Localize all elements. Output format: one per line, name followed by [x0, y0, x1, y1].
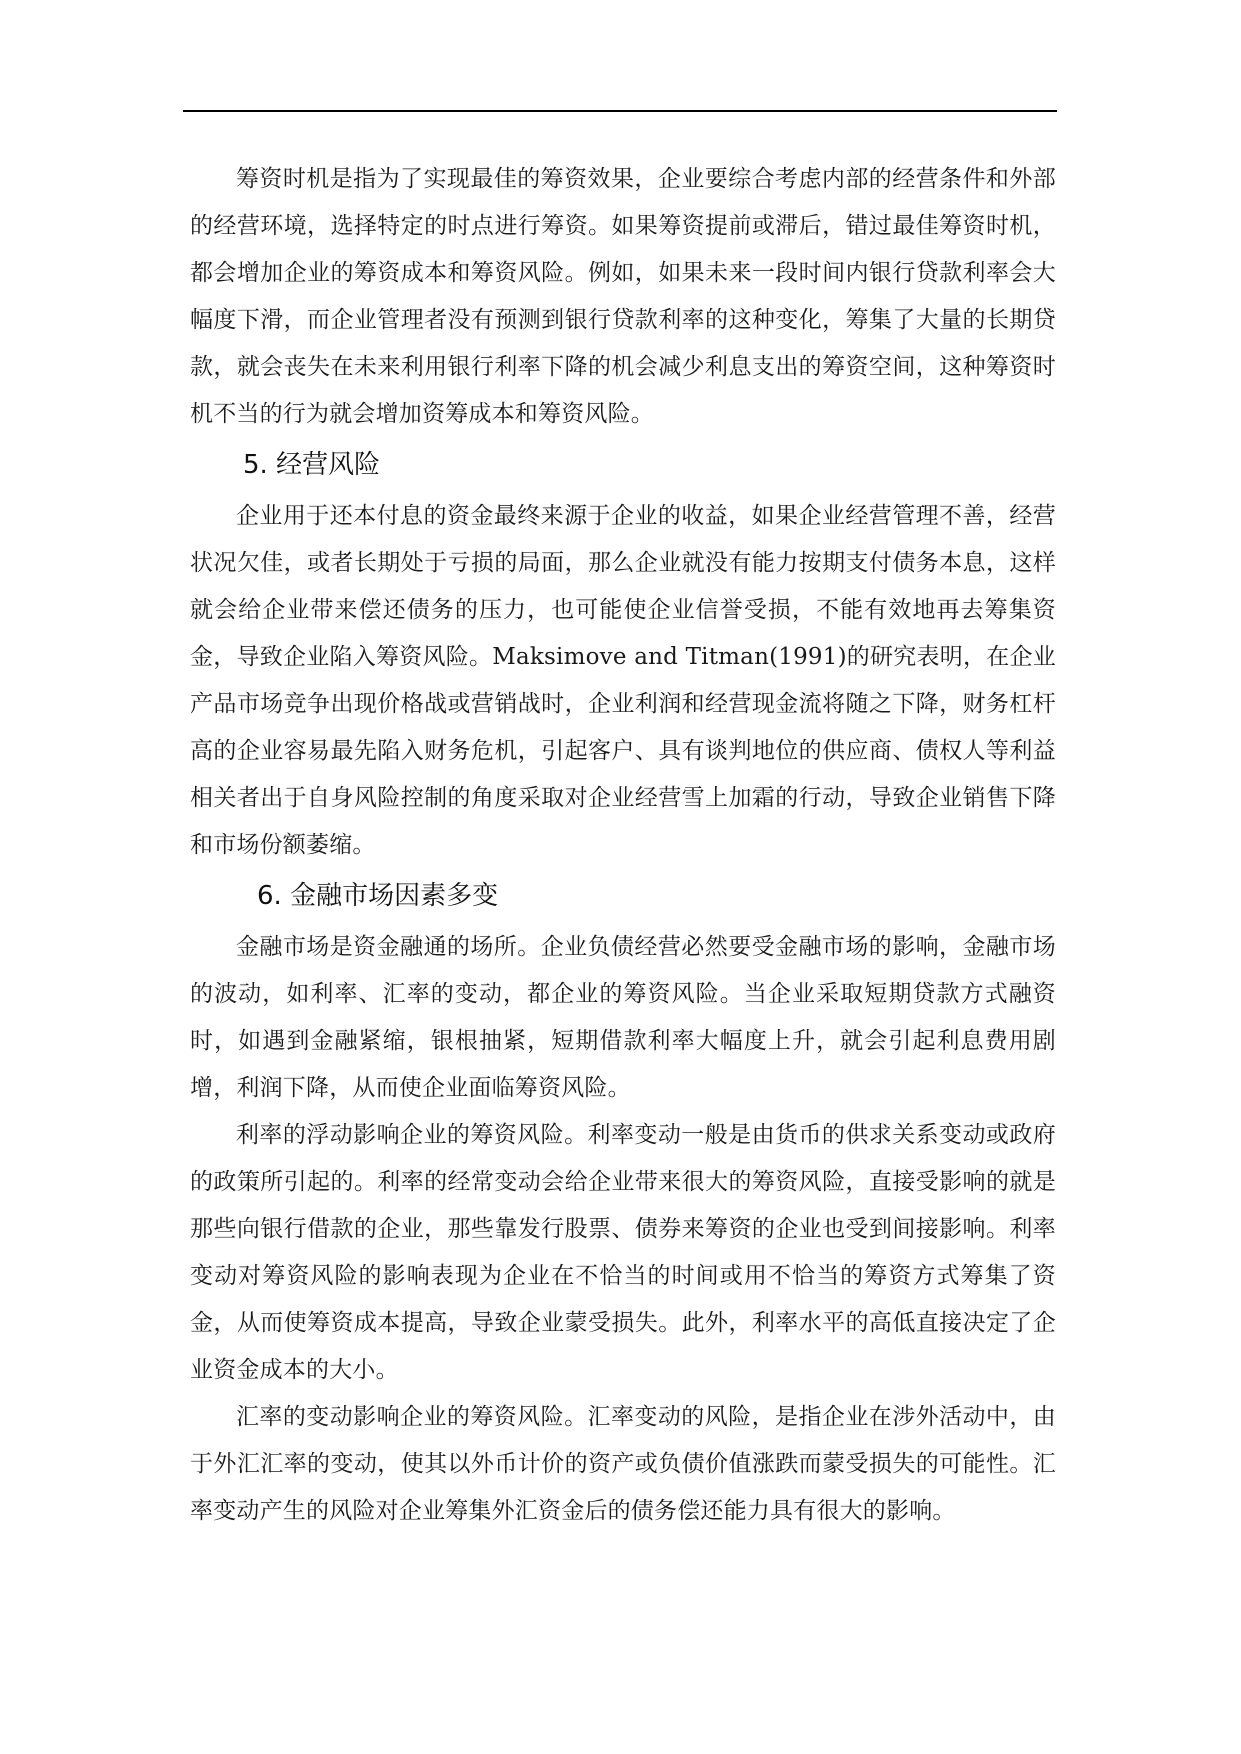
paragraph-financing-timing: 筹资时机是指为了实现最佳的筹资效果，企业要综合考虑内部的经营条件和外部的经营环境，选择特定的时点进行筹资。如果筹资提前或滞后，错过最佳筹资时机，都会增加企业的筹资成本和筹资风险。例如，如果未来一段时间内银行贷款利率会大幅度下滑，而企业管理者没有预测到银行贷款利率的这种变化，筹集了大量的长期贷款，就会丧失在未来利用银行利率下降的机会减少利息支出的筹资空间，这种筹资时机不当的行为就会增加资筹成本和筹资风险。	[190, 166, 1056, 427]
paragraph-exchange-rate: 汇率的变动影响企业的筹资风险。汇率变动的风险，是指企业在涉外活动中，由于外汇汇率的变动，使其以外币计价的资产或负债价值涨跌而蒙受损失的可能性。汇率变动产生的风险对企业筹集外汇资金后的债务偿还能力具有很大的影响。	[190, 1404, 1056, 1524]
page-body	[190, 156, 1056, 1535]
paragraph-financial-market: 金融市场是资金融通的场所。企业负债经营必然要受金融市场的影响，金融市场的波动，如利率、汇率的变动，都企业的筹资风险。当企业采取短期贷款方式融资时，如遇到金融紧缩，银根抽紧，短期借款利率大幅度上升，就会引起利息费用剧增，利润下降，从而使企业面临筹资风险。	[190, 934, 1056, 1101]
header-rule	[183, 110, 1057, 112]
paragraph-operating-risk: 企业用于还本付息的资金最终来源于企业的收益，如果企业经营管理不善，经营状况欠佳，或者长期处于亏损的局面，那么企业就没有能力按期支付债务本息，这样就会给企业带来偿还债务的压力，也可能使企业信誉受损，不能有效地再去筹集资金，导致企业陷入筹资风险。Maksimove and Titman(1991)的研究表明，在企业产品市场竞争出现价格战或营销战时，企业利润和经营现金流将随之下降，财务杠杆高的企业容易最先陷入财务危机，引起客户、具有谈判地位的供应商、债权人等利益相关者出于自身风险控制的角度采取对企业经营雪上加霜的行动，导致企业销售下降和市场份额萎缩。	[190, 503, 1056, 858]
paragraph-interest-rate: 利率的浮动影响企业的筹资风险。利率变动一般是由货币的供求关系变动或政府的政策所引起的。利率的经常变动会给企业带来很大的筹资风险，直接受影响的就是那些向银行借款的企业，那些靠发行股票、债券来筹资的企业也受到间接影响。利率变动对筹资风险的影响表现为企业在不恰当的时间或用不恰当的筹资方式筹集了资金，从而使筹资成本提高，导致企业蒙受损失。此外，利率水平的高低直接决定了企业资金成本的大小。	[190, 1122, 1056, 1383]
section-heading-operating-risk: 5. 经营风险	[243, 450, 381, 480]
section-heading-financial-market: 6. 金融市场因素多变	[257, 881, 499, 911]
